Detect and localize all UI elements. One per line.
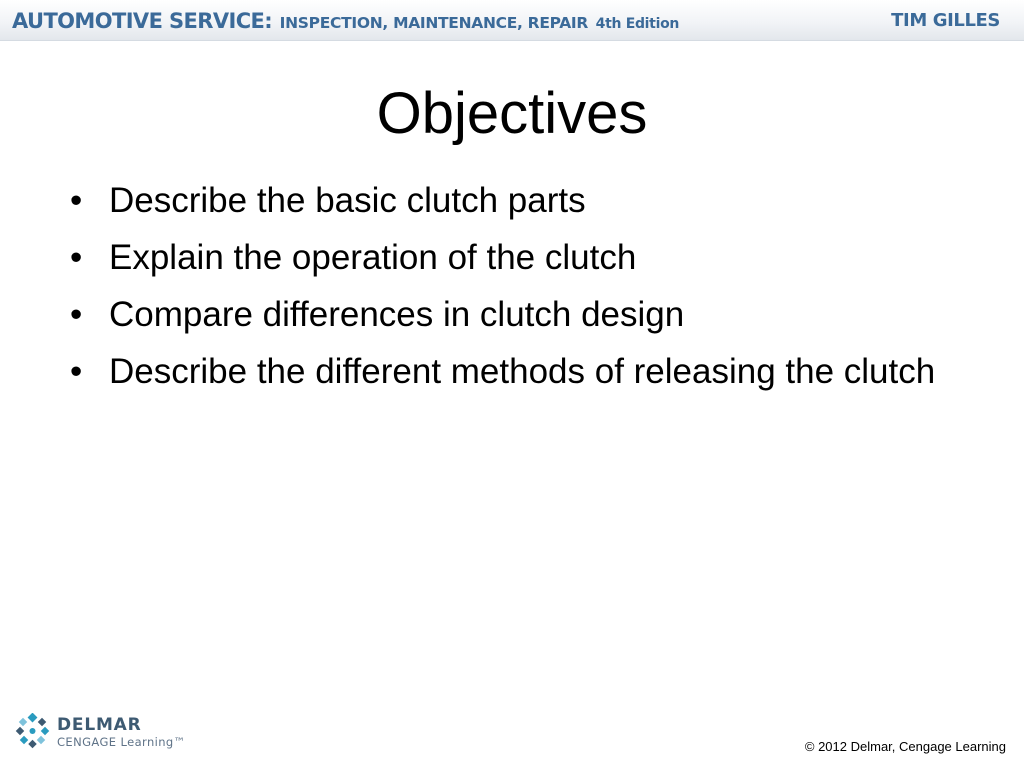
objectives-list: [70, 178, 960, 406]
objective-item: [70, 235, 960, 281]
slide-title: Objectives: [376, 81, 648, 146]
logo-name: DELMAR: [57, 715, 142, 735]
publisher-logo: [15, 713, 195, 753]
book-edition: 4th Edition: [595, 16, 680, 32]
objective-text: Compare differences in clutch design: [109, 295, 685, 334]
objective-text: Describe the basic clutch parts: [109, 181, 586, 220]
bullet-icon: •: [70, 238, 83, 277]
objective-item: [70, 292, 960, 338]
book-header-bar: [0, 0, 1024, 41]
bullet-icon: •: [70, 295, 83, 334]
copyright-notice: © 2012 Delmar, Cengage Learning: [804, 739, 1006, 754]
delmar-pinwheel-logo-icon: [15, 713, 51, 749]
logo-subtitle: CENGAGE Learning™: [57, 735, 186, 749]
bullet-icon: •: [70, 181, 83, 220]
bullet-icon: •: [70, 352, 83, 391]
book-title: [12, 9, 679, 36]
objective-item: [70, 178, 960, 224]
objective-text: Describe the different methods of releasing the clutch: [109, 352, 936, 391]
book-title-main: AUTOMOTIVE SERVICE:: [12, 9, 273, 33]
objective-item: [70, 349, 960, 395]
book-author: TIM GILLES: [891, 10, 1000, 31]
objective-text: Explain the operation of the clutch: [109, 238, 637, 277]
book-title-subtitle: INSPECTION, MAINTENANCE, REPAIR: [279, 14, 589, 32]
